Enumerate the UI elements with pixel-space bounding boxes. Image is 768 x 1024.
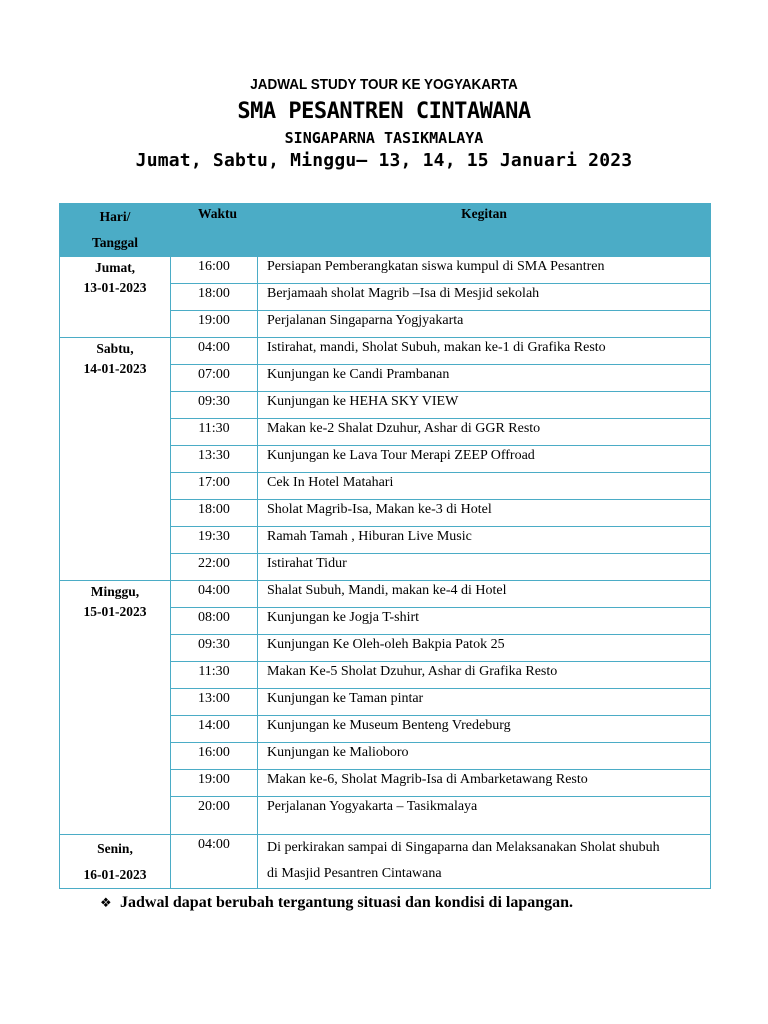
activity-line: Di perkirakan sampai di Singaparna dan Melaksanakan Sholat shubuh	[267, 840, 660, 855]
activity-cell: Ramah Tamah , Hiburan Live Music	[258, 527, 711, 554]
table-row	[60, 257, 711, 284]
day-cell-senin	[60, 835, 171, 889]
activity-cell: Makan ke-6, Sholat Magrib-Isa di Ambarketawang Resto	[258, 770, 711, 797]
time-cell: 19:00	[171, 311, 258, 338]
activity-cell: Cek In Hotel Matahari	[258, 473, 711, 500]
activity-cell: Kunjungan ke HEHA SKY VIEW	[258, 392, 711, 419]
activity-cell: Kunjungan ke Taman pintar	[258, 689, 711, 716]
activity-cell: Persiapan Pemberangkatan siswa kumpul di SMA Pesantren	[258, 257, 711, 284]
time-cell: 13:30	[171, 446, 258, 473]
activity-cell: Berjamaah sholat Magrib –Isa di Mesjid sekolah	[258, 284, 711, 311]
time-cell: 07:00	[171, 365, 258, 392]
activity-cell: Kunjungan Ke Oleh-oleh Bakpia Patok 25	[258, 635, 711, 662]
activity-cell: Kunjungan ke Lava Tour Merapi ZEEP Offroad	[258, 446, 711, 473]
time-cell: 04:00	[171, 581, 258, 608]
day-date: 13-01-2023	[83, 280, 147, 295]
diamond-bullet-icon: ❖	[100, 896, 112, 911]
school-location: SINGAPARNA TASIKMALAYA	[284, 129, 484, 147]
time-cell: 18:00	[171, 284, 258, 311]
activity-line: di Masjid Pesantren Cintawana	[267, 866, 442, 881]
time-cell: 09:30	[171, 635, 258, 662]
note-text: Jadwal dapat berubah tergantung situasi dan kondisi di lapangan.	[120, 894, 574, 911]
activity-cell: Kunjungan ke Jogja T-shirt	[258, 608, 711, 635]
title-line-1: JADWAL STUDY TOUR KE YOGYAKARTA	[250, 76, 518, 93]
day-name: Minggu,	[90, 584, 140, 599]
time-cell: 16:00	[171, 257, 258, 284]
time-cell: 04:00	[171, 338, 258, 365]
trip-dates: Jumat, Sabtu, Minggu– 13, 14, 15 Januari 2023	[135, 150, 633, 171]
time-cell: 17:00	[171, 473, 258, 500]
table-row	[60, 338, 711, 365]
day-date: 16-01-2023	[83, 867, 147, 882]
day-cell-minggu	[60, 581, 171, 835]
time-cell: 20:00	[171, 797, 258, 835]
time-cell: 11:30	[171, 662, 258, 689]
day-date: 14-01-2023	[83, 361, 147, 376]
table-row	[60, 835, 711, 889]
day-cell-sabtu	[60, 338, 171, 581]
activity-cell: Shalat Subuh, Mandi, makan ke-4 di Hotel	[258, 581, 711, 608]
day-name: Senin,	[97, 841, 133, 856]
activity-cell: Makan Ke-5 Sholat Dzuhur, Ashar di Grafika Resto	[258, 662, 711, 689]
day-name: Sabtu,	[96, 341, 134, 356]
activity-cell: Perjalanan Singaparna Yogjyakarta	[258, 311, 711, 338]
time-cell: 04:00	[171, 835, 258, 889]
day-cell-jumat	[60, 257, 171, 338]
time-cell: 11:30	[171, 419, 258, 446]
activity-cell	[258, 835, 711, 889]
school-name: SMA PESANTREN CINTAWANA	[237, 99, 531, 124]
day-name: Jumat,	[94, 260, 136, 275]
activity-cell: Kunjungan ke Museum Benteng Vredeburg	[258, 716, 711, 743]
time-cell: 09:30	[171, 392, 258, 419]
activity-cell: Istirahat Tidur	[258, 554, 711, 581]
time-cell: 19:00	[171, 770, 258, 797]
activity-cell: Makan ke-2 Shalat Dzuhur, Ashar di GGR Resto	[258, 419, 711, 446]
header-day-date	[60, 204, 171, 257]
activity-cell: Sholat Magrib-Isa, Makan ke-3 di Hotel	[258, 500, 711, 527]
time-cell: 14:00	[171, 716, 258, 743]
activity-cell: Perjalanan Yogyakarta – Tasikmalaya	[258, 797, 711, 835]
time-cell: 16:00	[171, 743, 258, 770]
time-cell: 13:00	[171, 689, 258, 716]
schedule-note	[100, 894, 720, 912]
time-cell: 22:00	[171, 554, 258, 581]
time-cell: 18:00	[171, 500, 258, 527]
table-header-row	[60, 204, 711, 257]
time-cell: 08:00	[171, 608, 258, 635]
header-activity: Kegitan	[258, 204, 711, 257]
time-cell: 19:30	[171, 527, 258, 554]
schedule-table	[59, 203, 711, 889]
activity-cell: Istirahat, mandi, Sholat Subuh, makan ke-1 di Grafika Resto	[258, 338, 711, 365]
header-day-label: Hari/	[99, 209, 131, 224]
table-row	[60, 581, 711, 608]
day-date: 15-01-2023	[83, 604, 147, 619]
header-time: Waktu	[171, 204, 258, 257]
header-date-label: Tanggal	[91, 235, 139, 250]
activity-cell: Kunjungan ke Malioboro	[258, 743, 711, 770]
activity-cell: Kunjungan ke Candi Prambanan	[258, 365, 711, 392]
